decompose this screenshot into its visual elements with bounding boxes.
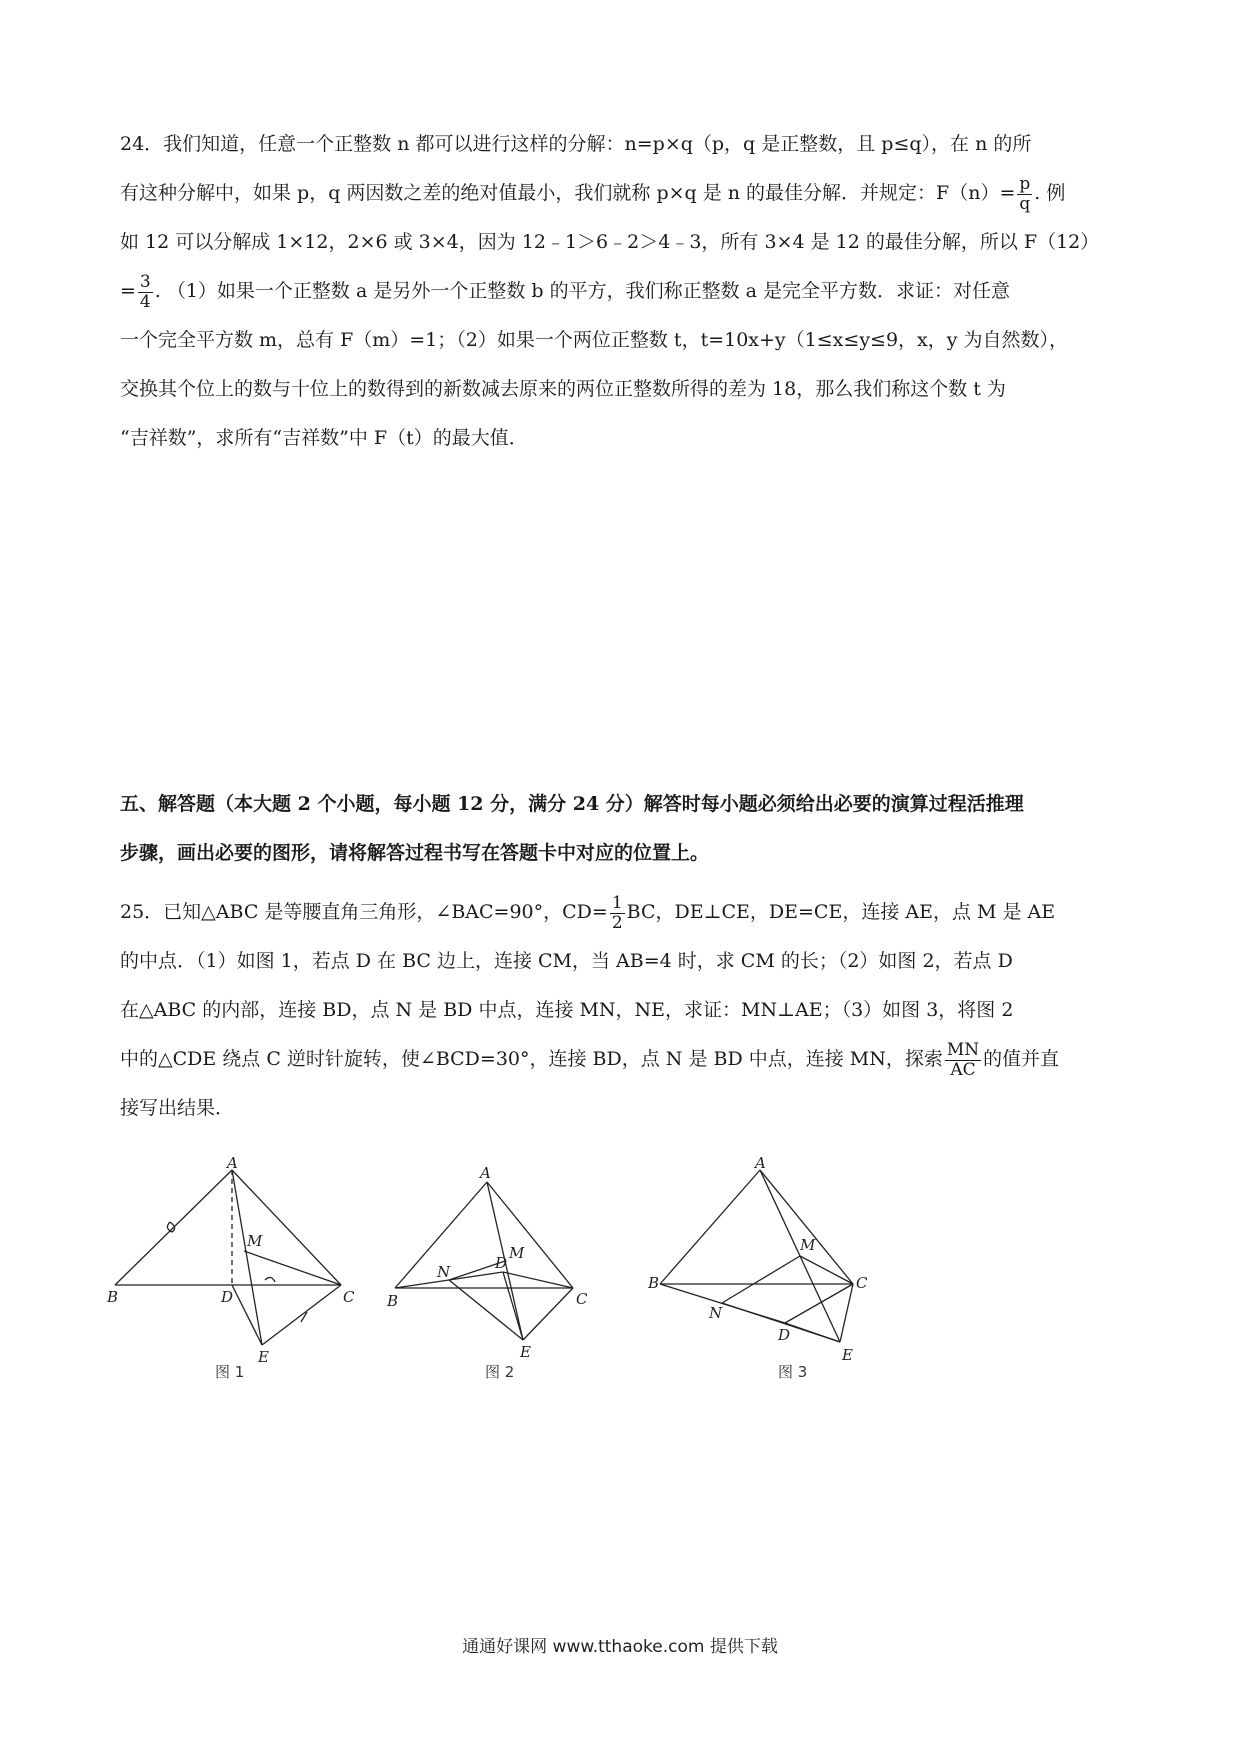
fig2-label-N: N xyxy=(437,1263,451,1281)
fig3-label-B: B xyxy=(648,1274,660,1292)
q25-line-2: 的中点．（1）如图 1，若点 D 在 BC 边上，连接 CM，当 AB=4 时，求 CM 的长；（2）如图 2，若点 D xyxy=(120,950,1013,972)
q24-line-6: 交换其个位上的数与十位上的数得到的新数减去原来的两位正整数所得的差为 18，那么我们称这个数 t 为 xyxy=(120,378,1006,400)
figure-2 xyxy=(387,1160,595,1381)
figure-3 xyxy=(648,1154,880,1381)
q25-line-3: 在△ABC 的内部，连接 BD，点 N 是 BD 中点，连接 MN，NE，求证：MN⊥AE；（3）如图 3，将图 2 xyxy=(120,999,1014,1021)
fig3-label-N: N xyxy=(709,1304,723,1322)
q24-line-4 xyxy=(120,267,1128,316)
q24-line-5: 一个完全平方数 m，总有 F（m）=1；（2）如果一个两位正整数 t，t=10x+y（1≤x≤y≤9，x，y 为自然数）， xyxy=(120,329,1069,351)
q24-line-3: 如 12 可以分解成 1×12，2×6 或 3×4，因为 12﹣1＞6﹣2＞4﹣3，所有 3×4 是 12 的最佳分解，所以 F（12） xyxy=(120,231,1100,253)
fig1-label-E: E xyxy=(258,1348,269,1366)
q24-line-1: 24．我们知道，任意一个正整数 n 都可以进行这样的分解：n=p×q（p，q 是正整数，且 p≤q），在 n 的所 xyxy=(120,133,1032,155)
fraction-numerator: p xyxy=(1019,173,1031,194)
fig2-label-C: C xyxy=(576,1290,588,1308)
fig2-label-D: D xyxy=(495,1254,508,1272)
q25-line-1b: BC，DE⊥CE，DE=CE，连接 AE，点 M 是 AE xyxy=(626,901,1056,923)
figures-row xyxy=(107,1154,895,1381)
fig3-label-D: D xyxy=(778,1326,791,1344)
q25-line-4b: 的值并直 xyxy=(983,1048,1060,1070)
figure-1 xyxy=(107,1154,355,1381)
section-5-line-2: 步骤，画出必要的图形，请将解答过程书写在答题卡中对应的位置上。 xyxy=(120,842,710,864)
fig1-label-C: C xyxy=(343,1288,355,1306)
figure-1-drawing xyxy=(107,1154,355,1381)
q25-line-4a: 中的△CDE 绕点 C 逆时针旋转，使∠BCD=30°，连接 BD，点 N 是 BD 中点，连接 MN，探索 xyxy=(120,1048,943,1070)
fraction-denominator: q xyxy=(1019,193,1031,214)
fraction-denominator: 2 xyxy=(611,912,623,933)
fig3-label-A: A xyxy=(755,1154,766,1172)
fig3-label-M: M xyxy=(800,1236,816,1254)
q24-line-7: “吉祥数”，求所有“吉祥数”中 F（t）的最大值． xyxy=(120,427,528,449)
section-5-line-1: 五、解答题（本大题 2 个小题，每小题 12 分，满分 24 分）解答时每小题必须给出必要的演算过程活推理 xyxy=(120,793,1024,815)
fraction-numerator: 1 xyxy=(611,892,623,913)
fig3-label-E: E xyxy=(842,1346,853,1364)
q25-line-4 xyxy=(120,1035,1128,1084)
q24-line-4b: . （1）如果一个正整数 a 是另外一个正整数 b 的平方，我们称正整数 a 是完全平方数．求证：对任意 xyxy=(154,280,1010,302)
q24-line-2 xyxy=(120,169,1128,218)
fig1-label-D: D xyxy=(221,1288,234,1306)
fig3-label-C: C xyxy=(856,1274,868,1292)
fig1-label-B: B xyxy=(107,1288,119,1306)
q24-line-2b: . 例 xyxy=(1034,182,1066,204)
fig2-caption: 图 2 xyxy=(485,1363,515,1381)
fig2-label-A: A xyxy=(480,1164,491,1182)
fig2-label-M: M xyxy=(509,1244,525,1262)
fraction-3-over-4 xyxy=(138,273,153,312)
q25-line-1 xyxy=(120,888,1128,937)
figure-3-drawing xyxy=(648,1154,880,1381)
fig3-caption: 图 3 xyxy=(778,1363,808,1381)
fig1-label-A: A xyxy=(227,1154,238,1172)
q24-line-4a: = xyxy=(120,280,136,302)
fraction-mn-over-ac xyxy=(945,1041,981,1080)
fig1-label-M: M xyxy=(247,1232,263,1250)
fraction-numerator: MN xyxy=(946,1039,980,1060)
fraction-denominator: 4 xyxy=(139,291,151,312)
fig2-label-B: B xyxy=(387,1292,399,1310)
fraction-denominator: AC xyxy=(950,1059,976,1080)
fraction-1-over-2 xyxy=(610,894,625,933)
fig2-label-E: E xyxy=(520,1343,531,1361)
q25-line-1a: 25．已知△ABC 是等腰直角三角形，∠BAC=90°，CD= xyxy=(120,901,608,923)
section-5-heading xyxy=(120,780,1128,878)
question-24 xyxy=(120,120,1128,463)
page-footer: 通通好课网 www.tthaoke.com 提供下载 xyxy=(462,1637,778,1657)
q25-line-5: 接写出结果． xyxy=(120,1097,235,1119)
fraction-numerator: 3 xyxy=(139,271,151,292)
q24-line-2a: 有这种分解中，如果 p，q 两因数之差的绝对值最小，我们就称 p×q 是 n 的最佳分解．并规定：F（n）= xyxy=(120,182,1016,204)
fig1-caption: 图 1 xyxy=(215,1363,245,1381)
question-25 xyxy=(120,888,1128,1133)
fraction-p-over-q xyxy=(1017,175,1032,214)
figure-2-drawing xyxy=(387,1160,595,1381)
